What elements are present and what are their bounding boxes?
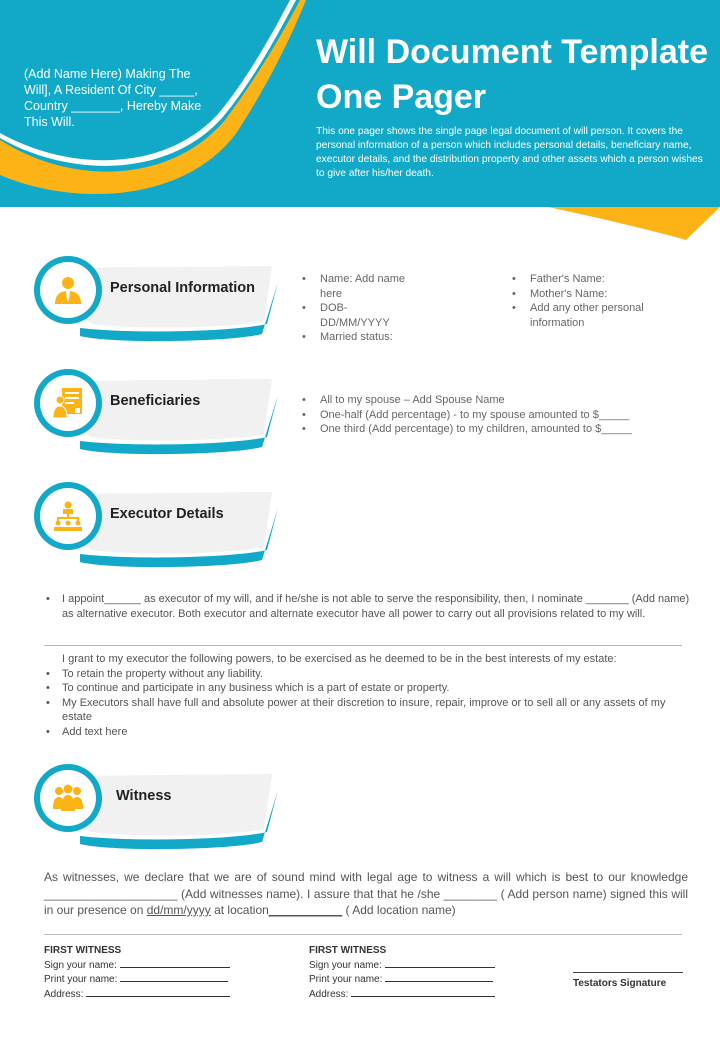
list-item: • Married status: bbox=[300, 330, 420, 345]
sign-name-field[interactable] bbox=[120, 958, 230, 968]
section-label: Witness bbox=[116, 788, 172, 804]
list-item: • To retain the property without any liability. bbox=[44, 667, 694, 682]
page-title: Will Document Template One Pager bbox=[316, 33, 708, 116]
list-item: • My Executors shall have full and absolute power at their discretion to insure, repair, improve or to sell all or any assets of my estate bbox=[44, 696, 694, 725]
list-item: • Name: Add name here bbox=[300, 272, 420, 301]
header-banner bbox=[0, 0, 720, 240]
section-personal-information bbox=[32, 256, 282, 346]
section-beneficiaries bbox=[32, 369, 282, 459]
second-witness-signature-block: FIRST WITNESS Sign your name: Print your name: Address: bbox=[309, 944, 509, 1001]
executor-appointment bbox=[44, 592, 690, 621]
certificate-icon bbox=[40, 375, 96, 431]
divider bbox=[44, 934, 682, 935]
group-icon bbox=[40, 770, 96, 826]
list-item: • One third (Add percentage) to my children, amounted to $_____ bbox=[300, 422, 700, 437]
witness-location-blank: ___________ bbox=[268, 903, 343, 917]
first-witness-signature-block: FIRST WITNESS Sign your name: Print your name: Address: bbox=[44, 944, 244, 1001]
section-witness bbox=[32, 764, 282, 854]
executor-powers bbox=[44, 652, 694, 739]
list-item: • Add any other personal information bbox=[510, 301, 690, 330]
list-item: • Mother's Name: bbox=[510, 287, 690, 302]
will-intro-statement: (Add Name Here) Making The Will], A Resident Of City _____, Country _______, Hereby Make This Will. bbox=[24, 67, 202, 129]
section-label: Executor Details bbox=[110, 506, 224, 522]
list-item: • To continue and participate in any business which is a part of estate or property. bbox=[44, 681, 694, 696]
list-item: • Add text here bbox=[44, 725, 694, 740]
print-name-field[interactable] bbox=[385, 972, 493, 982]
section-label: Beneficiaries bbox=[110, 393, 201, 409]
list-item: • Father's Name: bbox=[510, 272, 690, 287]
address-field[interactable] bbox=[351, 987, 495, 997]
witness-declaration: As witnesses, we declare that we are of sound mind with legal age to witness a will which is best to our knowledge ____________________ (Add witnesses name). I assure that that he /she ________ ( Add person name) signed this will in our presence on dd/mm/yyyy at location___________ ( Add location name) bbox=[44, 870, 688, 917]
testator-signature-line[interactable] bbox=[573, 972, 683, 973]
org-chart-icon bbox=[40, 488, 96, 544]
section-executor-details bbox=[32, 482, 282, 572]
print-name-field[interactable] bbox=[120, 972, 228, 982]
list-item: • One-half (Add percentage) - to my spouse amounted to $_____ bbox=[300, 408, 700, 423]
signature-heading: FIRST WITNESS bbox=[309, 945, 387, 956]
divider bbox=[44, 645, 682, 646]
executor-appoint-text: • I appoint______ as executor of my will, and if he/she is not able to serve the responsibility, then, I nominate _______ (Add name) as alternative executor. Both executor and alternate executor have all power to carry out all provisions related to my will. bbox=[44, 592, 690, 621]
personal-info-left-list bbox=[300, 272, 420, 345]
witness-date: dd/mm/yyyy bbox=[146, 903, 211, 917]
address-field[interactable] bbox=[86, 987, 230, 997]
list-item: • All to my spouse – Add Spouse Name bbox=[300, 393, 700, 408]
sign-name-field[interactable] bbox=[385, 958, 495, 968]
testator-signature-label: Testators Signature bbox=[573, 978, 667, 989]
executor-grant-text: I grant to my executor the following powers, to be exercised as he deemed to be in the best interests of my estate: bbox=[62, 653, 617, 665]
personal-info-right-list bbox=[510, 272, 690, 330]
signature-heading: FIRST WITNESS bbox=[44, 945, 122, 956]
person-icon bbox=[40, 262, 96, 318]
list-item: • DOB- DD/MM/YYYY bbox=[300, 301, 420, 330]
page-description: This one pager shows the single page legal document of will person. It covers the personal information of a person which includes personal details, beneficiary name, executor details, and the distribution property and other assets which a person wishes to give after his/her death. bbox=[316, 126, 703, 179]
section-label: Personal Information bbox=[110, 280, 256, 296]
beneficiaries-list bbox=[300, 393, 700, 437]
